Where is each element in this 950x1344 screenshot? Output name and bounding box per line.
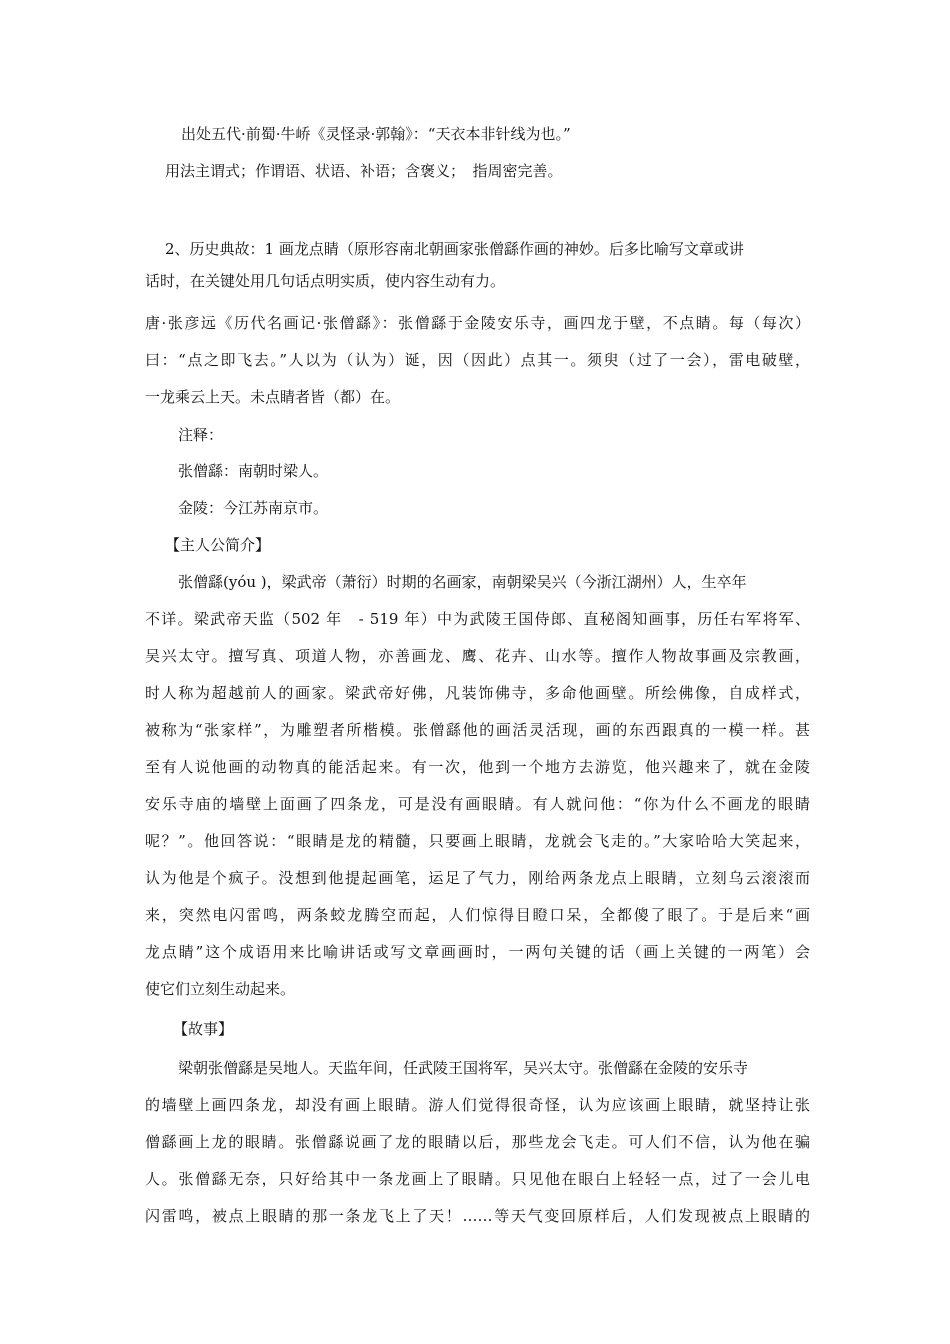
usage-line: 用法主谓式；作谓语、状语、补语；含褒义； 指周密完善。 (165, 162, 563, 180)
section-heading-biography: 【主人公简介】 (165, 536, 271, 554)
biography-line: 不详。梁武帝天监（502 年 - 519 年）中为武陵王国侍郎、直秘阁知画事，历任右军将军、 (145, 610, 810, 628)
biography-line: 使它们立刻生动起来。 (145, 980, 296, 998)
allusion-heading-line: 话时，在关键处用几句话点明实质，使内容生动有力。 (145, 272, 506, 290)
biography-line: 吴兴太守。擅写真、项道人物，亦善画龙、鹰、花卉、山水等。擅作人物故事画及宗教画， (145, 647, 810, 665)
note-line: 金陵：今江苏南京市。 (178, 499, 329, 517)
quote-line: 一龙乘云上天。未点睛者皆（都）在。 (145, 388, 401, 406)
biography-line: 来，突然电闪雷鸣，两条蛟龙腾空而起，人们惊得目瞪口呆，全都傻了眼了。于是后来“画 (145, 906, 810, 924)
story-line: 僧繇画上龙的眼睛。张僧繇说画了龙的眼睛以后，那些龙会飞走。可人们不信，认为他在骗 (145, 1133, 810, 1151)
biography-line: 龙点睛”这个成语用来比喻讲话或写文章画画时，一两句关键的话（画上关键的一两笔）会 (145, 943, 810, 961)
story-line: 梁朝张僧繇是吴地人。天监年间，任武陵王国将军，吴兴太守。张僧繇在金陵的安乐寺 (178, 1059, 749, 1077)
story-line: 闪雷鸣，被点上眼睛的那一条龙飞上了天！……等天气变回原样后，人们发现被点上眼睛的 (145, 1207, 810, 1225)
story-line: 人。张僧繇无奈，只好给其中一条龙画上了眼睛。只见他在眼白上轻轻一点，过了一会儿电 (145, 1170, 810, 1188)
biography-line: 被称为“张家样”，为雕塑者所楷模。张僧繇他的画活灵活现，画的东西跟真的一模一样。甚 (145, 721, 810, 739)
biography-line: 至有人说他画的动物真的能活起来。有一次，他到一个地方去游览，他兴趣来了，就在金陵 (145, 758, 810, 776)
story-line: 的墙壁上画四条龙，却没有画上眼睛。游人们觉得很奇怪，认为应该画上眼睛，就坚持让张 (145, 1096, 810, 1114)
quote-line: 唐·张彦远《历代名画记·张僧繇》：张僧繇于金陵安乐寺，画四龙于壁，不点睛。每（每次） (145, 314, 810, 332)
biography-line: 认为他是个疯子。没想到他提起画笔，运足了气力，刚给两条龙点上眼睛，立刻乌云滚滚而 (145, 869, 810, 887)
section-heading-story: 【故事】 (173, 1020, 234, 1038)
note-line: 张僧繇：南朝时梁人。 (178, 462, 329, 480)
biography-line: 张僧繇(yóu )，梁武帝（萧衍）时期的名画家，南朝梁吴兴（今浙江湖州）人，生卒年 (178, 573, 747, 591)
biography-line: 时人称为超越前人的画家。梁武帝好佛，凡装饰佛寺，多命他画壁。所绘佛像，自成样式， (145, 684, 810, 702)
biography-line: 呢？”。他回答说：“眼睛是龙的精髓，只要画上眼睛，龙就会飞走的。”大家哈哈大笑起来， (145, 832, 810, 850)
notes-label: 注释： (178, 426, 224, 444)
source-line: 出处五代·前蜀·牛峤《灵怪录·郭翰》：“天衣本非针线为也。” (181, 125, 571, 143)
allusion-heading-line: 2、历史典故：1 画龙点睛（原形容南北朝画家张僧繇作画的神妙。后多比喻写文章或讲 (165, 240, 744, 258)
quote-line: 曰：“点之即飞去。”人以为（认为）诞，因（因此）点其一。须臾（过了一会），雷电破壁， (145, 351, 810, 369)
biography-line: 安乐寺庙的墙壁上面画了四条龙，可是没有画眼睛。有人就问他：“你为什么不画龙的眼睛 (145, 795, 810, 813)
